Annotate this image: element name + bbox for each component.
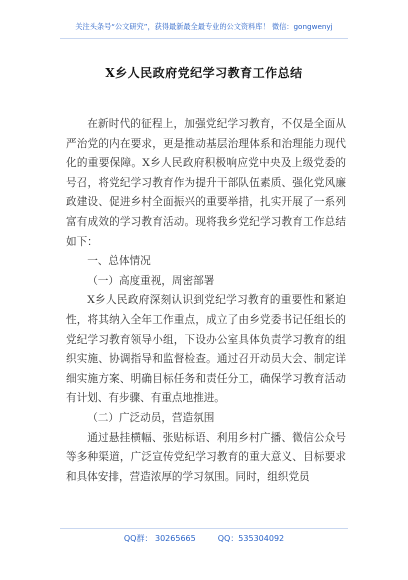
footer	[0, 533, 408, 544]
footer-qq-group: QQ群： 30265665	[123, 534, 196, 543]
header-divider	[60, 38, 348, 39]
header-banner: 关注头条号“公文研究”，获得最新最全最专业的公文资料库！ 微信：gongwenyj	[75, 22, 333, 31]
paragraph-1: X乡人民政府深刻认识到党纪学习教育的重要性和紧迫性，将其纳入全年工作重点，成立了由乡党委书记任组长的党纪学习教育领导小组，下设办公室具体负责学习教育的组织实施、协调指导和监督检查。通过召开动员大会、制定详细实施方案、明确目标任务和责任分工，确保学习教育活动有计划、有步骤、有重点地推进。	[66, 294, 346, 405]
footer-qq: QQ：535304092	[217, 534, 285, 543]
section-heading: 一、总体情况	[87, 255, 151, 268]
subsection-heading-2: （二）广泛动员，营造氛围	[87, 411, 215, 424]
subsection-heading-1: （一）高度重视，周密部署	[87, 274, 215, 287]
intro-paragraph: 在新时代的征程上，加强党纪学习教育，不仅是全面从严治党的内在要求，更是推动基层治理体系和治理能力现代化的重要保障。X乡人民政府积极响应党中央及上级党委的号召，将党纪学习教育作为提升干部队伍素质、强化党风廉政建设、促进乡村全面振兴的重要举措，扎实开展了一系列富有成效的学习教育活动。现将我乡党纪学习教育工作总结如下：	[66, 118, 346, 248]
paragraph-2: 通过悬挂横幅、张贴标语、利用乡村广播、微信公众号等多种渠道，广泛宣传党纪学习教育的重大意义、目标要求和具体安排，营造浓厚的学习氛围。同时，组织党员	[66, 431, 346, 483]
document-title: X乡人民政府党纪学习教育工作总结	[105, 66, 303, 80]
document-body	[66, 115, 346, 487]
footer-divider	[60, 528, 348, 529]
